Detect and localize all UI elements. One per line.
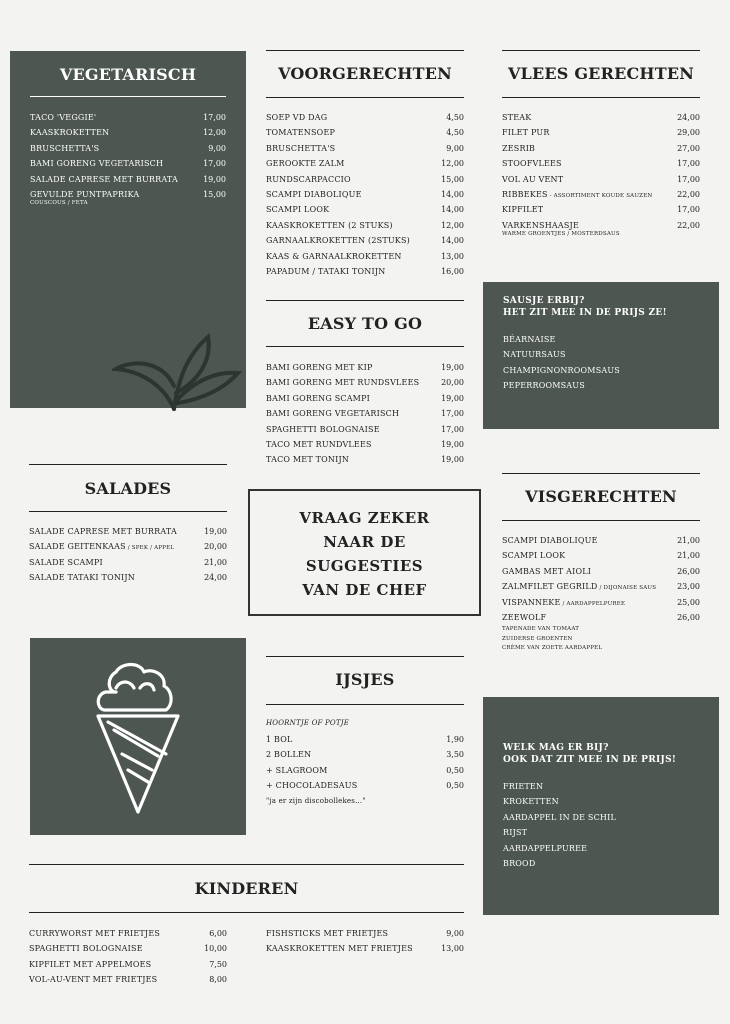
menu-item [266, 394, 370, 403]
menu-item-note: - ASSORTIMENT KOUDE SAUZEN [547, 193, 653, 199]
menu-item [502, 567, 591, 576]
menu-item [266, 766, 328, 775]
menu-item-subnote: CRÈME VAN ZOETE AARDAPPEL [502, 645, 603, 651]
menu-item [266, 440, 372, 449]
menu-item-price: 27,00 [677, 143, 700, 153]
divider [266, 346, 464, 347]
divider [266, 50, 464, 51]
menu-item-price: 25,00 [677, 597, 700, 607]
menu-item [266, 378, 419, 387]
menu-item [266, 221, 393, 230]
menu-item [266, 750, 311, 759]
menu-item-price: 10,00 [204, 944, 227, 954]
menu-item-name: TACO MET TONIJN [266, 455, 350, 465]
menu-item-name: KAASKROKETTEN MET FRIETJES [266, 944, 413, 954]
list-item: RIJST [503, 828, 528, 838]
menu-item-price: 29,00 [677, 128, 700, 138]
list-item: BROOD [503, 859, 536, 868]
menu-item-name: SPAGHETTI BOLOGNAISE [29, 944, 143, 954]
menu-item-name: SCAMPI DIABOLIQUE [502, 536, 598, 545]
ijsjes-title: IJSJES [335, 670, 395, 689]
menu-item-name: BRUSCHETTA'S [30, 143, 100, 153]
menu-item [502, 190, 652, 201]
chef-line: VAN DE CHEF [302, 581, 427, 599]
divider [266, 97, 464, 98]
menu-item [30, 113, 96, 122]
menu-item-note: / AARDAPPELPUREE [560, 600, 626, 607]
menu-item-name: GARNAALKROKETTEN (2STUKS) [266, 236, 410, 246]
menu-item-name: GEROOKTE ZALM [266, 159, 345, 169]
menu-item-name: BAMI GORENG SCAMPI [266, 393, 371, 403]
ijsjes-subtitle: HOORNTJE OF POTJE [266, 719, 350, 727]
menu-item-name: + SLAGROOM [266, 765, 328, 775]
menu-item-price: 14,00 [441, 190, 464, 199]
menu-item-price: 21,00 [677, 551, 700, 561]
menu-item-price: 17,00 [203, 113, 226, 122]
menu-item-price: 12,00 [441, 159, 464, 169]
menu-item-price: 22,00 [677, 190, 700, 199]
menu-item-subnote: WARME GROENTJES / MOSTERDSAUS [502, 230, 620, 237]
vlees-title: VLEES GERECHTEN [507, 64, 695, 83]
list-item: CHAMPIGNONROOMSAUS [503, 365, 620, 375]
menu-item-price: 17,00 [677, 205, 700, 215]
menu-item [266, 944, 413, 953]
menu-item [502, 598, 625, 609]
menu-item-price: 17,00 [677, 159, 700, 169]
menu-item [29, 542, 174, 553]
menu-item-subnote: ZUIDERSE GROENTEN [502, 635, 573, 642]
menu-item-name: PAPADUM / TATAKI TONIJN [266, 267, 386, 276]
menu-item-name: FISHSTICKS MET FRIETJES [266, 929, 389, 938]
menu-item-price: 4,50 [446, 113, 464, 122]
menu-item-name: 2 BOLLEN [266, 750, 312, 760]
menu-item-price: 19,00 [203, 174, 226, 184]
menu-item-name: KAASKROKETTEN (2 STUKS) [266, 220, 393, 230]
divider [502, 473, 700, 474]
menu-item [30, 144, 99, 153]
list-item: NATUURSAUS [503, 350, 566, 360]
menu-item-name: RIBBEKES [502, 190, 548, 199]
menu-item-name: BAMI GORENG VEGETARISCH [30, 159, 164, 169]
menu-item-price: 15,00 [441, 174, 464, 184]
chef-line: VRAAG ZEKER [299, 509, 430, 527]
voorgerechten-title: VOORGERECHTEN [278, 64, 452, 83]
divider [29, 864, 464, 865]
menu-item-price: 15,00 [203, 190, 226, 199]
divider [29, 912, 464, 913]
menu-item-price: 19,00 [204, 527, 227, 536]
salades-title: SALADES [84, 479, 172, 498]
kinderen-title: KINDEREN [194, 879, 299, 898]
menu-item-price: 8,00 [209, 975, 227, 985]
list-item: FRIETEN [503, 782, 544, 791]
menu-item-name: GAMBAS MET AIOLI [502, 566, 592, 576]
menu-item-price: 17,00 [677, 174, 700, 184]
vegetarisch-panel [10, 51, 246, 408]
easy-title: EASY TO GO [307, 314, 423, 333]
menu-item [30, 190, 139, 199]
divider [266, 656, 464, 657]
menu-item [502, 551, 565, 560]
menu-item-name: SALADE CAPRESE MET BURRATA [29, 527, 177, 536]
menu-item-price: 19,00 [441, 455, 464, 465]
menu-item-price: 17,00 [441, 424, 464, 434]
menu-item-name: VISPANNEKE [502, 597, 561, 607]
menu-item [502, 128, 550, 137]
menu-item-price: 19,00 [441, 440, 464, 449]
ice-cream-panel [30, 638, 246, 835]
divider [502, 520, 700, 521]
menu-item-name: STEAK [502, 113, 532, 122]
list-item: BÉARNAISE [503, 335, 556, 344]
menu-item [502, 144, 535, 153]
menu-item-price: 23,00 [677, 582, 700, 592]
menu-item-price: 0,50 [446, 781, 464, 791]
list-item: KROKETTEN [503, 797, 559, 807]
menu-item-price: 19,00 [441, 363, 464, 372]
menu-item-price: 6,00 [209, 929, 227, 938]
menu-item [502, 536, 598, 545]
menu-item-name: KIPFILET [502, 205, 544, 215]
divider [502, 50, 700, 51]
chef-suggestion-box [248, 489, 481, 616]
menu-item-subnote: COUSCOUS / FETA [30, 200, 88, 206]
menu-item [502, 613, 546, 622]
divider [502, 97, 700, 98]
menu-item-name: KAAS & GARNAALKROKETTEN [266, 251, 402, 261]
vis-title: VISGERECHTEN [525, 487, 677, 506]
menu-item-name: BAMI GORENG MET KIP [266, 363, 373, 372]
menu-item-name: GEVULDE PUNTPAPRIKA [30, 190, 140, 199]
list-item: AARDAPPELPUREE [503, 843, 588, 853]
menu-item-name: SCAMPI DIABOLIQUE [266, 190, 362, 199]
menu-item-price: 12,00 [203, 128, 226, 138]
chef-line: NAAR DE [323, 533, 406, 551]
menu-item [502, 582, 656, 593]
menu-item-price: 21,00 [204, 557, 227, 567]
divider [266, 300, 464, 301]
menu-item-name: SPAGHETTI BOLOGNAISE [266, 424, 380, 434]
menu-item-name: VOL-AU-VENT MET FRIETJES [29, 975, 158, 985]
menu-item [266, 236, 410, 245]
menu-item-name: ZALMFILET GEGRILD [502, 582, 598, 592]
menu-item-price: 13,00 [441, 251, 464, 261]
menu-item-name: VOL AU VENT [502, 174, 564, 184]
menu-item [30, 175, 178, 184]
list-item: AARDAPPEL IN DE SCHIL [503, 812, 616, 822]
menu-item-name: SCAMPI LOOK [502, 551, 566, 561]
menu-item-name: SALADE CAPRESE MET BURRATA [30, 174, 178, 184]
menu-item [30, 159, 163, 168]
leaf-icon [112, 331, 242, 411]
vegetarisch-title: VEGETARISCH [59, 65, 197, 84]
menu-item-price: 0,50 [446, 765, 464, 775]
menu-item [502, 205, 543, 214]
menu-item-name: STOOFVLEES [502, 159, 562, 169]
menu-item [266, 144, 335, 153]
menu-item-name: TACO 'VEGGIE' [30, 113, 97, 122]
chef-line: SUGGESTIES [305, 557, 424, 575]
sausje-heading: SAUSJE ERBIJ? [503, 296, 585, 306]
menu-item-name: + CHOCOLADESAUS [266, 781, 358, 791]
menu-item [266, 252, 402, 261]
menu-item [29, 527, 177, 536]
menu-item-name: SALADE SCAMPI [29, 557, 103, 567]
menu-item-name: 1 BOL [266, 735, 293, 744]
divider [266, 704, 464, 705]
menu-item [29, 929, 160, 938]
menu-item [266, 267, 385, 276]
menu-item-name: SALADE TATAKI TONIJN [29, 573, 135, 583]
menu-item [29, 960, 151, 969]
menu-item [266, 425, 380, 434]
menu-item [266, 929, 388, 938]
menu-item-price: 14,00 [441, 236, 464, 246]
menu-item-price: 24,00 [204, 573, 227, 583]
menu-item-price: 13,00 [441, 944, 464, 954]
menu-item-name: RUNDSCARPACCIO [266, 174, 351, 184]
menu-item-name: TOMATENSOEP [266, 128, 336, 138]
menu-item-price: 21,00 [677, 536, 700, 545]
menu-item [266, 190, 362, 199]
menu-item [29, 558, 103, 567]
bijgerecht-subheading: OOK DAT ZIT MEE IN DE PRIJS! [503, 755, 677, 765]
menu-item-price: 16,00 [441, 267, 464, 276]
menu-item [266, 409, 399, 418]
menu-item [266, 113, 327, 122]
menu-item [266, 159, 345, 168]
menu-item-name: BAMI GORENG MET RUNDSVLEES [266, 378, 420, 388]
menu-item-price: 26,00 [677, 566, 700, 576]
menu-item-name: BRUSCHETTA'S [266, 143, 336, 153]
menu-item-price: 20,00 [204, 542, 227, 552]
menu-item-price: 12,00 [441, 220, 464, 230]
menu-item-price: 7,50 [209, 959, 227, 969]
menu-item [502, 113, 531, 122]
menu-item [502, 175, 563, 184]
menu-item-price: 26,00 [677, 613, 700, 622]
menu-item-price: 20,00 [441, 378, 464, 388]
menu-item-price: 17,00 [203, 159, 226, 169]
menu-item-price: 3,50 [446, 750, 464, 760]
menu-item-name: KAASKROKETTEN [30, 128, 110, 138]
menu-item-name: SCAMPI LOOK [266, 205, 330, 215]
menu-item [266, 363, 373, 372]
menu-item [266, 455, 349, 464]
menu-item [266, 735, 293, 744]
menu-item-name: ZEEWOLF [502, 613, 547, 622]
menu-item-price: 24,00 [677, 113, 700, 122]
menu-item-price: 14,00 [441, 205, 464, 215]
menu-item-name: FILET PUR [502, 128, 550, 138]
menu-item-price: 19,00 [441, 393, 464, 403]
menu-item [29, 975, 157, 984]
list-item: PEPERROOMSAUS [503, 381, 585, 391]
divider [29, 511, 227, 512]
menu-item-price: 9,00 [208, 143, 226, 153]
menu-item-note: / SPEK / APPEL [125, 545, 175, 552]
menu-item [266, 205, 329, 214]
menu-item-name: SOEP VD DAG [266, 113, 328, 122]
menu-item-name: TACO MET RUNDVLEES [266, 440, 372, 449]
menu-item-name: SALADE GEITENKAAS [29, 542, 126, 552]
menu-item-name: VARKENSHAASJE [502, 220, 579, 230]
menu-item-price: 17,00 [441, 409, 464, 419]
menu-item-price: 22,00 [677, 220, 700, 230]
menu-item [30, 128, 109, 137]
menu-item-price: 4,50 [446, 128, 464, 138]
menu-item [502, 221, 579, 230]
divider [30, 96, 226, 97]
menu-item-price: 9,00 [446, 143, 464, 153]
menu-item [266, 781, 357, 790]
menu-item-subnote: TAPENADE VAN TOMAAT [502, 626, 580, 632]
bijgerecht-heading: WELK MAG ER BIJ? [503, 743, 609, 753]
sausje-subheading: HET ZIT MEE IN DE PRIJS ZE! [503, 308, 667, 318]
menu-item [502, 159, 562, 168]
ijsjes-quote: "ja er zijn discobollekes..." [266, 797, 366, 805]
bijgerecht-panel [483, 697, 719, 915]
sausje-panel [483, 282, 719, 429]
menu-item [29, 944, 143, 953]
menu-item-name: KIPFILET MET APPELMOES [29, 959, 152, 969]
divider [29, 464, 227, 465]
menu-item-price: 9,00 [446, 929, 464, 938]
menu-item [29, 573, 135, 582]
menu-item [266, 128, 335, 137]
menu-item-name: ZESRIB [502, 143, 536, 153]
menu-item-name: CURRYWORST MET FRIETJES [29, 929, 161, 938]
menu-item-note: / DIJONAISE SAUS [597, 585, 657, 592]
ice-cream-icon [94, 658, 184, 818]
menu-item-name: BAMI GORENG VEGETARISCH [266, 409, 400, 419]
menu-item-price: 1,90 [446, 735, 464, 744]
menu-item [266, 175, 351, 184]
